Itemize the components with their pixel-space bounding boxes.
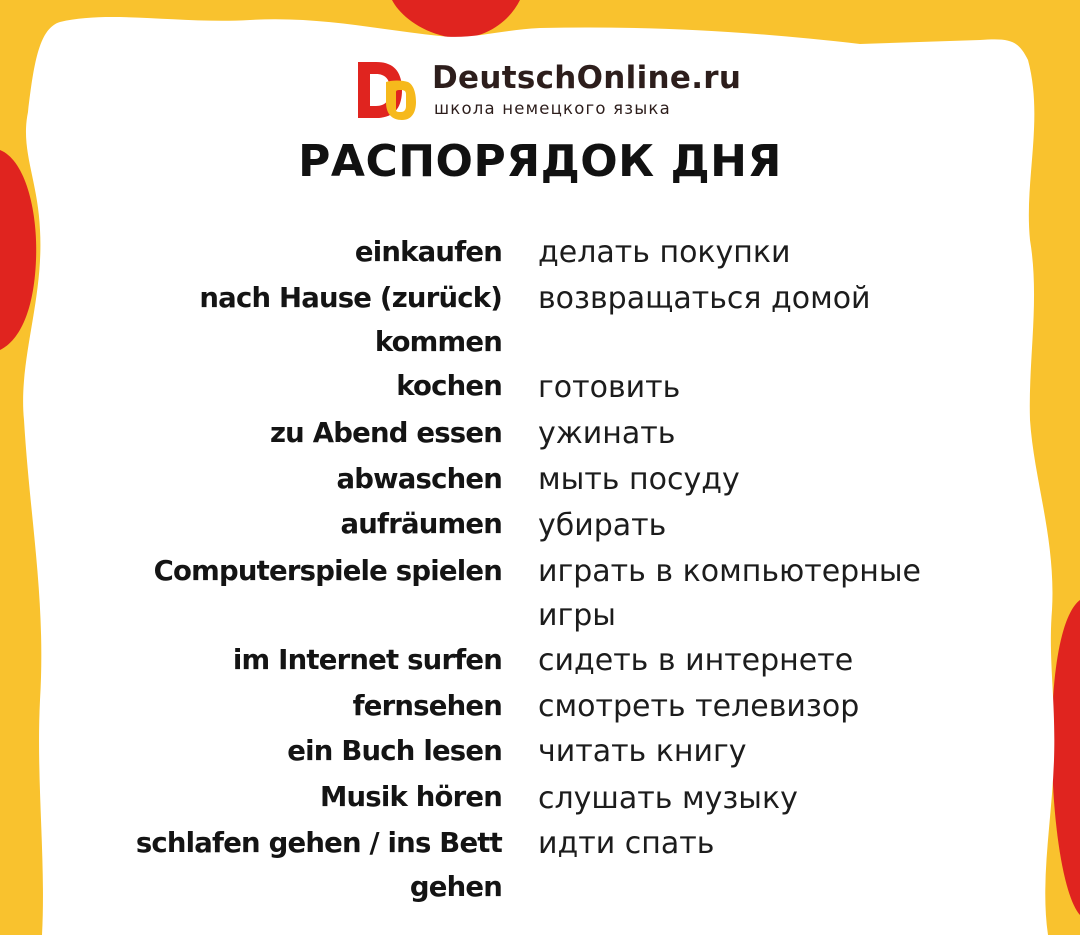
german-term-continuation: gehen bbox=[409, 871, 502, 903]
german-term: Computerspiele spielen bbox=[153, 555, 502, 587]
russian-translation: делать покупки bbox=[538, 235, 791, 270]
russian-translation: сидеть в интернете bbox=[538, 643, 854, 678]
russian-translation: убирать bbox=[538, 508, 667, 543]
german-term: im Internet surfen bbox=[232, 644, 502, 676]
russian-translation: слушать музыку bbox=[538, 781, 798, 816]
page-title: РАСПОРЯДОК ДНЯ bbox=[298, 136, 782, 187]
russian-translation: ужинать bbox=[538, 416, 676, 451]
russian-translation-continuation: игры bbox=[538, 598, 616, 633]
russian-translation: возвращаться домой bbox=[538, 281, 871, 316]
russian-translation: играть в компьютерные bbox=[538, 554, 921, 589]
brand-tagline: школа немецкого языка bbox=[434, 99, 671, 118]
german-term: aufräumen bbox=[340, 508, 502, 540]
russian-translation: мыть посуду bbox=[538, 462, 740, 497]
russian-translation: читать книгу bbox=[538, 734, 747, 769]
german-term: fernsehen bbox=[352, 690, 502, 722]
german-term: nach Hause (zurück) bbox=[199, 282, 502, 314]
brand-logo bbox=[354, 54, 742, 124]
german-term-continuation: kommen bbox=[374, 326, 502, 358]
german-term: abwaschen bbox=[336, 463, 502, 495]
russian-translation: идти спать bbox=[538, 826, 715, 861]
russian-translation: смотреть телевизор bbox=[538, 689, 860, 724]
german-term: einkaufen bbox=[354, 236, 502, 268]
russian-translation: готовить bbox=[538, 370, 681, 405]
german-term: schlafen gehen / ins Bett bbox=[135, 827, 502, 859]
german-term: zu Abend essen bbox=[269, 417, 502, 449]
german-term: ein Buch lesen bbox=[287, 735, 502, 767]
brand-logo-icon bbox=[354, 58, 422, 122]
brand-name: DeutschOnline.ru bbox=[432, 60, 742, 96]
german-term: Musik hören bbox=[319, 781, 502, 813]
german-term: kochen bbox=[396, 370, 502, 402]
